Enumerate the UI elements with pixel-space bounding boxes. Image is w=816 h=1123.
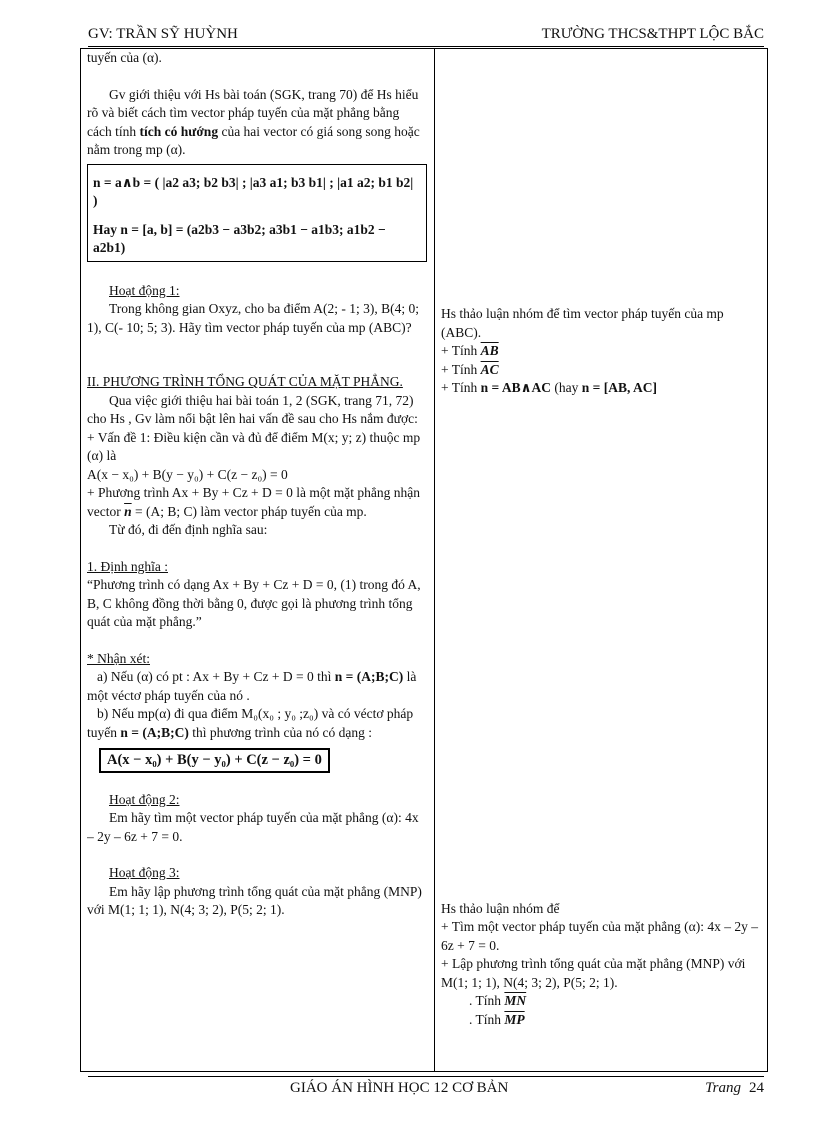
student-step: + Tìm một vector pháp tuyến của mặt phẳng (α): 4x – 2y – 6z + 7 = 0. bbox=[441, 919, 758, 953]
teacher-name: GV: TRẦN SỸ HUỲNH bbox=[88, 26, 238, 42]
column-divider bbox=[434, 49, 435, 1071]
footer-rule bbox=[88, 1076, 764, 1077]
intro-paragraph: Gv giới thiệu với Hs bài toán (SGK, trang 70) để Hs hiểu rõ và biết cách tìm vector pháp tuyến của mặt phẳng bằng cách tính tích có hướng của hai vector có giá song song hoặc nằm trong mp (α). bbox=[87, 86, 420, 157]
text-line: tuyến của (α). bbox=[87, 50, 162, 65]
remark-a: a) Nếu (α) có pt : Ax + By + Cz + D = 0 thì n = (A;B;C) là một véctơ pháp tuyến của nó . bbox=[87, 669, 417, 703]
activity-2-text: Em hãy tìm một vector pháp tuyến của mặt phẳng (α): 4x – 2y – 6z + 7 = 0. bbox=[87, 810, 419, 844]
definition-title: 1. Định nghĩa : bbox=[87, 558, 168, 574]
equation-1: A(x − x₀) + B(y − y₀) + C(z − z₀) = 0 bbox=[87, 466, 288, 482]
activity-3-text: Em hãy lập phương trình tổng quát của mặt phẳng (MNP) với M(1; 1; 1), N(4; 3; 2), P(5; 2; 1). bbox=[87, 883, 422, 917]
issue-2: + Phương trình Ax + By + Cz + D = 0 là một mặt phẳng nhận vector $\overline{n} = (A$; B; C) làm vector pháp tuyến của mp. bbox=[87, 485, 421, 519]
formula-line-2: Hay n = [a, b] = (a2b3 − a3b2; a3b1 − a1b3; a1b2 − a2b1) bbox=[93, 221, 386, 255]
footer-title: GIÁO ÁN HÌNH HỌC 12 CƠ BẢN bbox=[290, 1080, 509, 1096]
activity-3-title: Hoạt động 3: bbox=[109, 865, 180, 880]
section-2-title: II. PHƯƠNG TRÌNH TỔNG QUÁT CỦA MẶT PHẲNG. bbox=[87, 374, 403, 389]
plane-equation-box: A(x − x₀) + B(y − y₀) + C(z − z₀) = 0 bbox=[99, 748, 330, 773]
student-step: + Tính n = AB∧AC (hay n = [AB, AC] bbox=[441, 380, 657, 395]
student-step: + Lập phương trình tổng quát của mặt phẳng (MNP) với M(1; 1; 1), N(4; 3; 2), P(5; 2; 1). bbox=[441, 956, 746, 990]
page-header bbox=[88, 24, 764, 47]
formula-line-1: n = a∧b = ( |a2 a3; b2 b3| ; |a3 a1; b3 b1| ; |a1 a2; b1 b2| ) bbox=[93, 174, 414, 208]
activity-1-text: Trong không gian Oxyz, cho ba điểm A(2; - 1; 3), B(4; 0; 1), C(- 10; 5; 3). Hãy tìm vector pháp tuyến của mp (ABC)? bbox=[87, 301, 419, 335]
section-2-intro: Qua việc giới thiệu hai bài toán 1, 2 (SGK, trang 71, 72) cho Hs , Gv làm nổi bật lên hai vấn đề sau cho Hs nắm được: bbox=[87, 392, 418, 426]
student-step: + Tính $\overline{AB}$ bbox=[441, 343, 499, 358]
student-step: + Tính $\overline{AC}$ bbox=[441, 361, 499, 377]
remark-title: * Nhận xét: bbox=[87, 650, 150, 666]
transition-text: Từ đó, đi đến định nghĩa sau: bbox=[109, 522, 268, 537]
student-task-2: Hs thảo luận nhóm để bbox=[441, 900, 560, 916]
cross-product-formula-box bbox=[87, 164, 427, 262]
definition-text: “Phương trình có dạng Ax + By + Cz + D = 0, (1) trong đó A, B, C không đồng thời bằng 0, được gọi là phương trình tổng quát của mặt phẳng.” bbox=[87, 577, 421, 629]
page-number: Trang 24 bbox=[705, 1080, 764, 1096]
student-task-1: Hs thảo luận nhóm để tìm vector pháp tuyến của mp (ABC). bbox=[441, 306, 724, 340]
issue-1: + Vấn đề 1: Điều kiện cần và đủ để điểm M(x; y; z) thuộc mp (α) là bbox=[87, 429, 421, 463]
lesson-table bbox=[80, 48, 768, 1072]
student-step: . Tính $\overline{MN}$ bbox=[469, 993, 527, 1008]
student-activity-column bbox=[441, 49, 763, 1071]
teacher-activity-column bbox=[87, 49, 427, 1071]
school-name: TRƯỜNG THCS&THPT LỘC BẮC bbox=[541, 26, 764, 42]
activity-1-title: Hoạt động 1: bbox=[109, 282, 180, 298]
activity-2-title: Hoạt động 2: bbox=[109, 791, 180, 807]
student-step: . Tính $\overline{MP}$ bbox=[469, 1011, 525, 1027]
remark-b: b) Nếu mp(α) đi qua điểm M₀(x₀ ; y₀ ;z₀) và có véctơ pháp tuyến n = (A;B;C) thì phương trình của nó có dạng : bbox=[87, 706, 414, 740]
